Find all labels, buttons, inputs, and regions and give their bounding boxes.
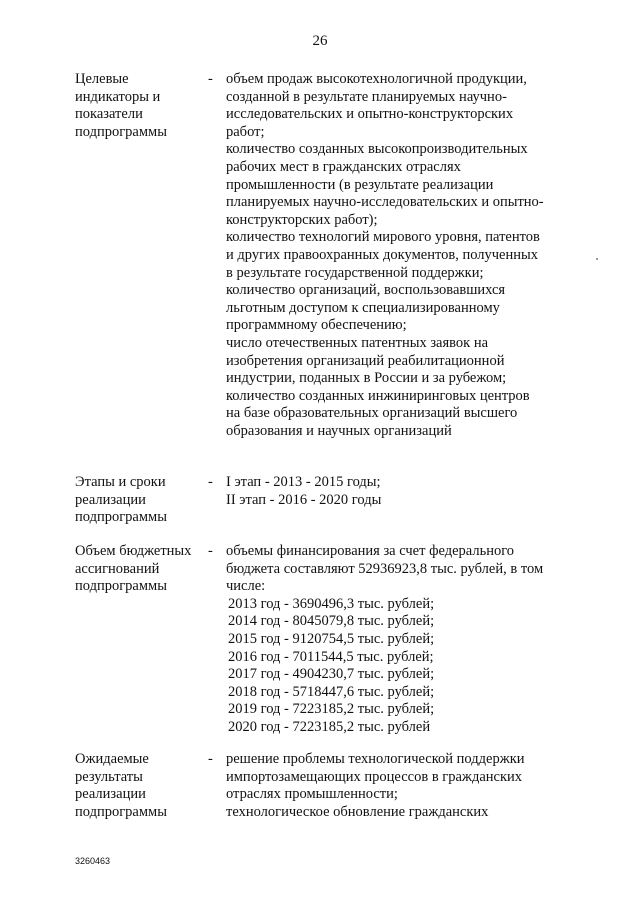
content-line: исследовательских и опытно-конструкторских xyxy=(226,106,514,123)
content-line: отраслях промышленности; xyxy=(226,786,398,803)
label-line: подпрограммы xyxy=(75,578,167,595)
document-code: 3260463 xyxy=(75,856,111,866)
content-line: объем продаж высокотехнологичной продукции, xyxy=(226,71,527,87)
content-line: индустрии, поданных в России и за рубежом; xyxy=(226,370,507,387)
content-line: конструкторских работ); xyxy=(226,211,378,228)
content-line: количество организаций, воспользовавшихся xyxy=(226,282,506,299)
content-line: технологическое обновление гражданских xyxy=(226,803,489,820)
content-line: на базе образовательных организаций высшего xyxy=(226,405,518,422)
content-line: бюджета составляют 52936923,8 тыс. рублей, в том xyxy=(226,560,544,577)
label-line: подпрограммы xyxy=(75,803,167,820)
section-dash: - xyxy=(208,543,213,559)
year-allocation: 2013 год - 3690496,3 тыс. рублей; xyxy=(228,595,435,612)
label-line: реализации xyxy=(75,786,146,803)
label-line: подпрограммы xyxy=(75,509,167,526)
content-line: объемы финансирования за счет федерального xyxy=(226,543,515,559)
label-line: результаты xyxy=(75,768,143,785)
content-line: импортозамещающих процессов в гражданских xyxy=(226,768,523,785)
content-line: количество технологий мирового уровня, патентов xyxy=(226,229,540,246)
scan-speck xyxy=(596,258,598,260)
section-dash: - xyxy=(208,751,213,767)
section-content xyxy=(226,71,576,440)
content-line: I этап - 2013 - 2015 годы; xyxy=(226,474,381,490)
content-line: в результате государственной поддержки; xyxy=(226,264,484,281)
label-line: ассигнований xyxy=(75,560,160,577)
label-line: индикаторы и xyxy=(75,88,161,105)
section-content xyxy=(226,751,576,821)
label-line: Объем бюджетных xyxy=(75,543,192,559)
section-label xyxy=(75,71,205,141)
section-label xyxy=(75,474,205,527)
content-line: рабочих мест в гражданских отраслях xyxy=(226,158,461,175)
content-line: изобретения организаций реабилитационной xyxy=(226,352,505,369)
section-content xyxy=(226,474,576,509)
content-line: количество созданных инжиниринговых центров xyxy=(226,387,530,404)
content-line: созданной в результате планируемых научно- xyxy=(226,88,507,105)
section-label xyxy=(75,543,205,596)
content-line: программному обеспечению; xyxy=(226,317,407,334)
content-line: промышленности (в результате реализации xyxy=(226,176,494,193)
content-line: число отечественных патентных заявок на xyxy=(226,334,489,351)
content-line: и других правоохранных документов, полученных xyxy=(226,246,538,263)
content-line: решение проблемы технологической поддержки xyxy=(226,751,525,767)
section-dash: - xyxy=(208,474,213,490)
year-allocation: 2019 год - 7223185,2 тыс. рублей; xyxy=(228,701,435,718)
content-line: количество созданных высокопроизводительных xyxy=(226,141,528,158)
year-allocation: 2020 год - 7223185,2 тыс. рублей xyxy=(228,718,431,735)
label-line: Целевые xyxy=(75,71,129,87)
content-line: льготным доступом к специализированному xyxy=(226,299,500,316)
label-line: показатели xyxy=(75,106,143,123)
section-label xyxy=(75,751,205,821)
content-line: образования и научных организаций xyxy=(226,422,452,439)
year-allocation: 2015 год - 9120754,5 тыс. рублей; xyxy=(228,630,435,647)
content-line: числе: xyxy=(226,578,266,595)
page-number: 26 xyxy=(312,33,328,49)
label-line: Этапы и сроки xyxy=(75,474,166,490)
year-allocation: 2014 год - 8045079,8 тыс. рублей; xyxy=(228,613,435,630)
year-allocation: 2018 год - 5718447,6 тыс. рублей; xyxy=(228,683,435,700)
label-line: подпрограммы xyxy=(75,123,167,140)
section-content xyxy=(226,543,576,737)
label-line: реализации xyxy=(75,491,146,508)
content-line: II этап - 2016 - 2020 годы xyxy=(226,491,382,508)
content-line: планируемых научно-исследовательских и опытно- xyxy=(226,194,544,211)
content-line: работ; xyxy=(226,123,265,140)
label-line: Ожидаемые xyxy=(75,751,149,767)
section-dash: - xyxy=(208,71,213,87)
year-allocation: 2017 год - 4904230,7 тыс. рублей; xyxy=(228,666,435,683)
year-allocation: 2016 год - 7011544,5 тыс. рублей; xyxy=(228,648,434,665)
